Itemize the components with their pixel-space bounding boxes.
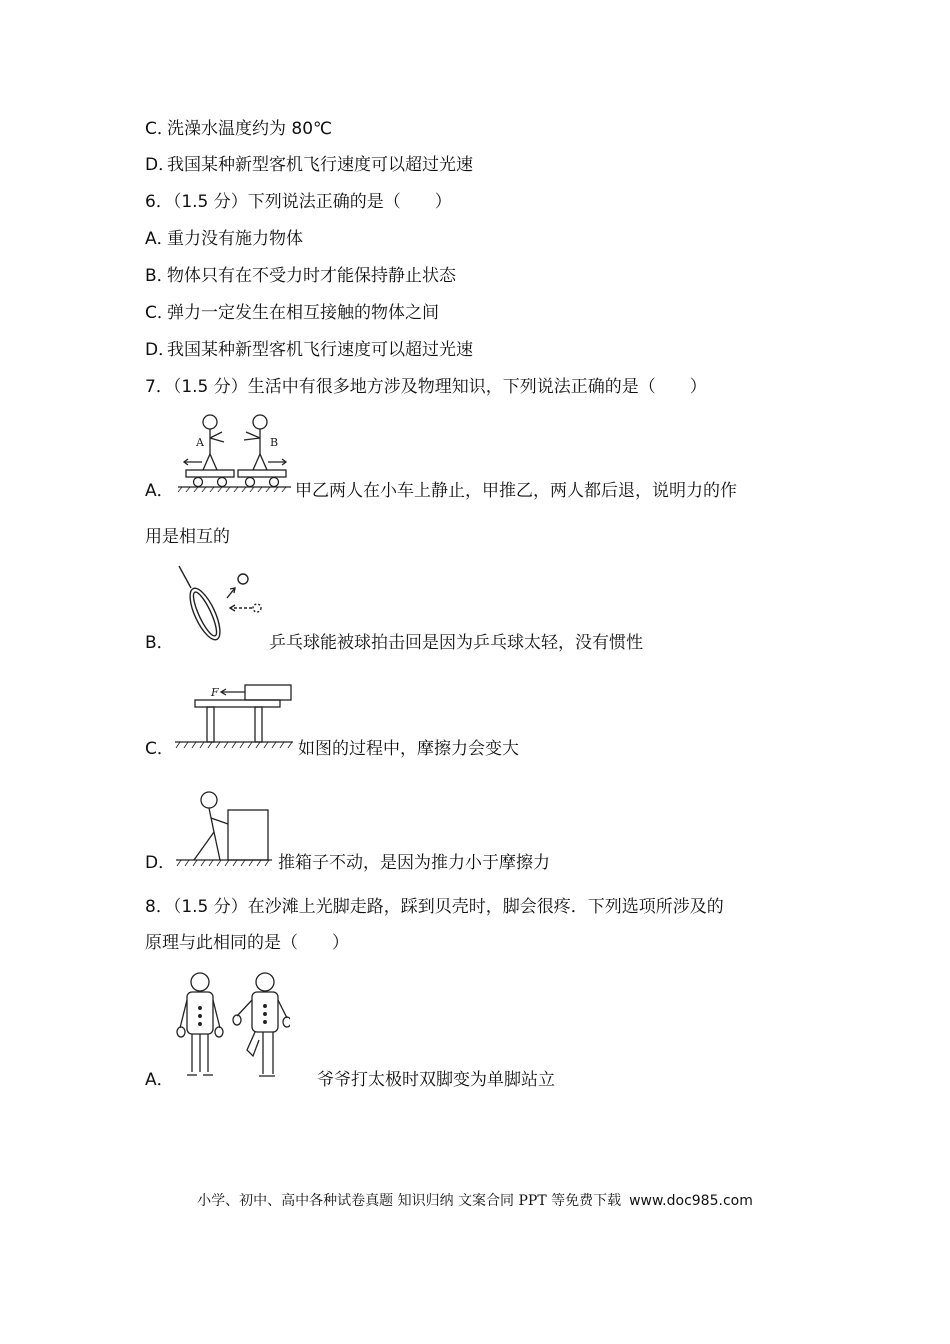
option-text: 甲乙两人在小车上静止，甲推乙，两人都后退，说明力的作 [295, 481, 737, 501]
q7-stem: 7．（1.5 分）生活中有很多地方涉及物理知识，下列说法正确的是（ ） [145, 377, 707, 397]
q6-option-a [145, 228, 303, 250]
tai-chi-figure [175, 970, 290, 1085]
option-letter: A． [145, 481, 174, 501]
option-letter: D． [145, 340, 176, 360]
q5-option-c [145, 118, 332, 140]
option-text: 物体只有在不受力时才能保持静止状态 [167, 266, 456, 286]
option-text: 爷爷打太极时双脚变为单脚站立 [317, 1070, 555, 1090]
option-letter: C． [145, 119, 174, 139]
option-letter: C． [145, 739, 174, 759]
q6-option-c [145, 302, 439, 324]
q7-option-a [145, 480, 737, 502]
q6-option-d [145, 339, 473, 361]
q7-option-c [145, 738, 519, 760]
q5-option-d [145, 154, 473, 176]
option-letter: A． [145, 229, 174, 249]
option-text: 我国某种新型客机飞行速度可以超过光速 [167, 155, 473, 175]
footer-url[interactable]: www.doc985.com [629, 1193, 753, 1209]
option-text: 乒乓球能被球拍击回是因为乒乓球太轻，没有惯性 [269, 633, 643, 653]
option-text: 推箱子不动，是因为推力小于摩擦力 [278, 853, 550, 873]
q8-stem-cont: 原理与此相同的是（ ） [145, 933, 349, 953]
option-letter: B． [145, 633, 174, 653]
option-text: 重力没有施力物体 [167, 229, 303, 249]
option-letter: C． [145, 303, 174, 323]
q6-option-b [145, 265, 456, 287]
option-letter: D． [145, 155, 176, 175]
option-text: 我国某种新型客机飞行速度可以超过光速 [167, 340, 473, 360]
q7-option-b [145, 632, 643, 654]
option-text: 弹力一定发生在相互接触的物体之间 [167, 303, 439, 323]
option-letter: A． [145, 1070, 174, 1090]
option-letter: B． [145, 266, 174, 286]
option-text: 洗澡水温度约为 80℃ [167, 119, 333, 139]
person-label-b: B [270, 436, 279, 449]
q7-option-d [145, 852, 550, 874]
q7-option-a-cont: 用是相互的 [145, 527, 230, 547]
option-text: 如图的过程中，摩擦力会变大 [298, 739, 519, 759]
force-label: F [211, 686, 219, 699]
q6-stem: 6．（1.5 分）下列说法正确的是（ ） [145, 192, 452, 212]
option-letter: D． [145, 853, 176, 873]
q8-option-a [145, 1069, 555, 1091]
footer-text: 小学、初中、高中各种试卷真题 知识归纳 文案合同 PPT 等免费下载 [197, 1193, 622, 1209]
person-label-a: A [196, 436, 204, 449]
q8-stem: 8．（1.5 分）在沙滩上光脚走路，踩到贝壳时，脚会很疼．下列选项所涉及的 [145, 897, 724, 917]
page-footer [0, 1190, 950, 1210]
